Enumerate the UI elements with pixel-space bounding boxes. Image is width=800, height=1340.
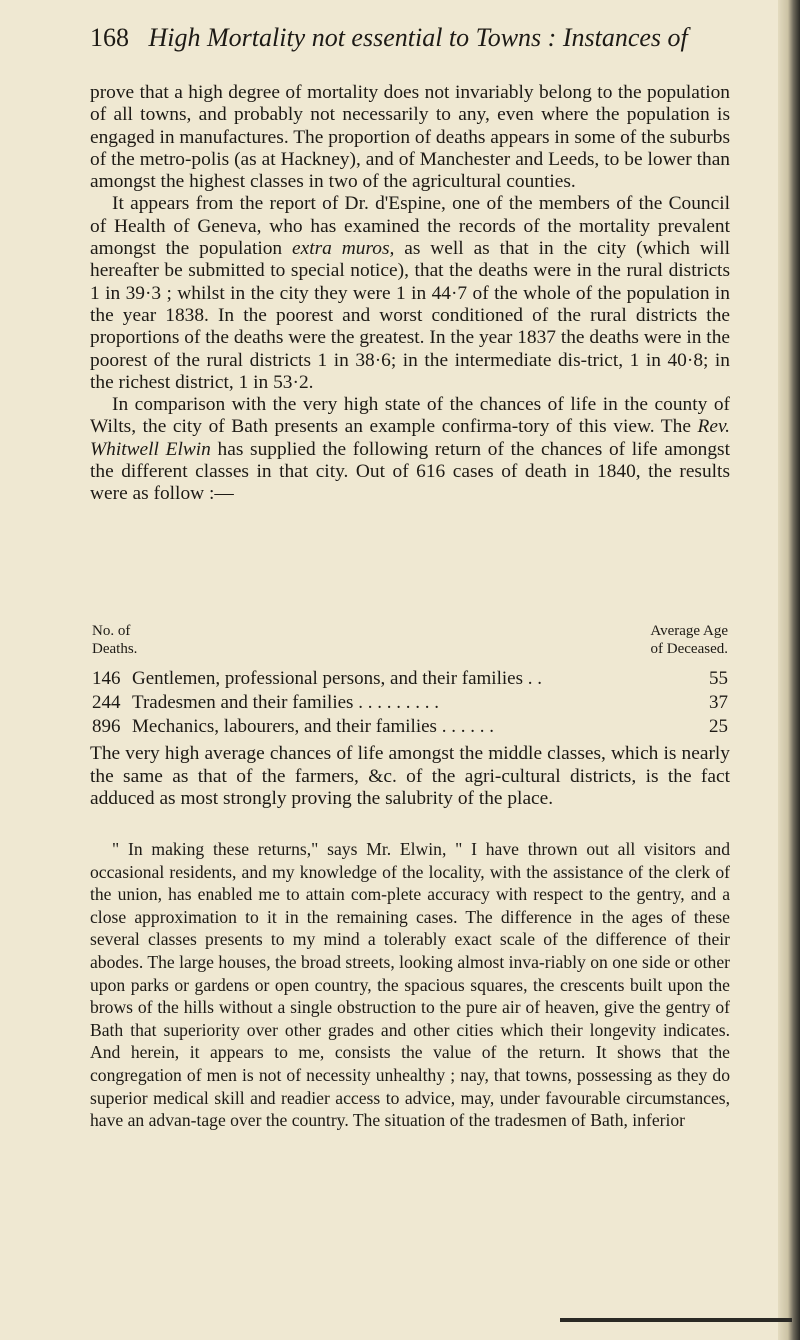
- paragraph-2: [90, 193, 730, 394]
- table-row: [92, 715, 728, 739]
- row-leader-dots: . . . . . .: [441, 716, 494, 737]
- paragraph-3: [90, 394, 730, 505]
- col-age-line2: of Deceased.: [650, 641, 728, 657]
- paragraph-2-part-b: as well as that in the city (which will hereafter be submitted to special notice), that the deaths were in the rural districts 1 in 39·3 ; whilst in the city they were 1 in 44·7 of the whole of the population in the year 1838. In the poorest and worst conditioned of the rural districts the proportions of the deaths were the greatest. In the year 1837 the deaths were in the poorest of the rural districts 1 in 38·6; in the intermediate dis-trict, 1 in 40·8; in the richest district, 1 in 53·2.: [90, 238, 730, 393]
- paragraph-4: The very high average chances of life amongst the middle classes, which is nearly the same as that of the farmers, &c. of the agri-cultural districts, is the fact adduced as most strongly proving the salubrity of the place.: [90, 743, 730, 810]
- paragraph-3-part-b: has supplied the following return of the chances of life amongst the different classes in that city. Out of 616 cases of death in 1840, the results were as follow :—: [90, 438, 730, 505]
- col-age-header: [650, 622, 728, 658]
- quoted-passage: [90, 838, 730, 1132]
- col-age-line1: Average Age: [650, 623, 728, 639]
- table-row: [92, 667, 728, 691]
- col-deaths-line2: Deaths.: [92, 641, 138, 657]
- row-age: 25: [709, 716, 728, 737]
- row-age: 37: [709, 692, 728, 713]
- mortality-table: [92, 667, 728, 739]
- main-text: [90, 82, 730, 506]
- row-description: Mechanics, labourers, and their families: [132, 716, 437, 737]
- row-leader-dots: . . . . . . . . .: [358, 692, 439, 713]
- page-number: 168: [90, 23, 129, 52]
- row-count: 146: [92, 668, 121, 689]
- paragraph-2-part-a: It appears from the report of Dr. d'Espine, one of the members of the Council of Health of Geneva, who has examined the records of the mortality prevalent amongst the population: [90, 193, 730, 260]
- paragraph-1: prove that a high degree of mortality does not invariably belong to the population of all towns, and probably not necessarily to any, even where the population is engaged in manufactures. The proportion of deaths appears in some of the suburbs of the metro-polis (as at Hackney), and of Manchester and Leeds, to be lower than amongst the highest classes in two of the agricultural counties.: [90, 82, 730, 193]
- running-title: High Mortality not essential to Towns : Instances of: [148, 23, 688, 52]
- row-leader-dots: . .: [527, 668, 542, 689]
- running-header: [90, 18, 740, 58]
- row-count: 896: [92, 716, 121, 737]
- row-age: 55: [709, 668, 728, 689]
- row-description: Gentlemen, professional persons, and their families: [132, 668, 523, 689]
- row-count: 244: [92, 692, 121, 713]
- col-deaths-line1: No. of: [92, 623, 131, 639]
- paragraph-2-italic: extra muros,: [292, 238, 395, 260]
- table-header: [92, 622, 728, 662]
- table-row: [92, 691, 728, 715]
- row-description: Tradesmen and their families: [132, 692, 354, 713]
- paragraph-3-part-a: In comparison with the very high state of the chances of life in the county of Wilts, the city of Bath presents an example confirma-tory of this view. The: [90, 394, 730, 438]
- page-edge-shadow: [778, 0, 800, 1340]
- bottom-rule: [560, 1318, 792, 1322]
- quote-paragraph: " In making these returns," says Mr. Elwin, " I have thrown out all visitors and occasional residents, and my knowledge of the locality, with the assistance of the clerk of the union, has enabled me to attain com-plete accuracy with respect to the gentry, and a close approximation to it in the remaining cases. The difference in the ages of these several classes presents to my mind a tolerably exact scale of the difference of their abodes. The large houses, the broad streets, looking almost inva-riably on one side or other upon parks or gardens or open country, the spacious squares, the crescents built upon the brows of the hills without a single obstruction to the pure air of heaven, give the gentry of Bath that superiority over other grades and other cities which their longevity indicates. And herein, it appears to me, consists the value of the return. It shows that the congregation of men is not of necessity unhealthy ; nay, that towns, possessing as they do superior medical skill and readier access to advice, may, under favourable circumstances, have an advan-tage over the country. The situation of the tradesmen of Bath, inferior: [90, 839, 730, 1131]
- col-deaths-header: [92, 622, 137, 658]
- paragraph-3-italic: Rev. Whitwell Elwin: [90, 416, 730, 460]
